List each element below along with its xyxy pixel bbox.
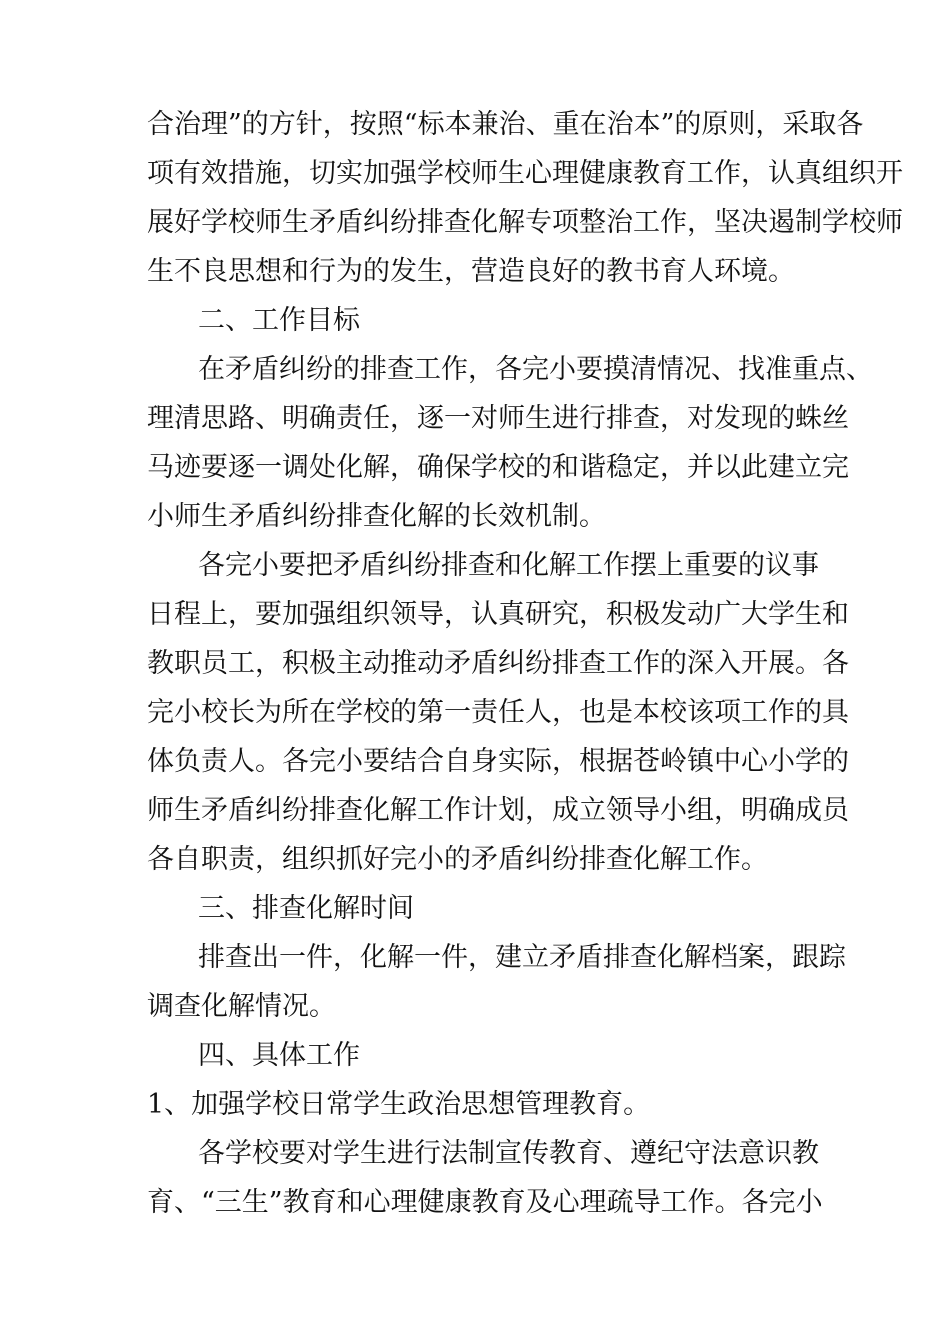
paragraph-line: 各自职责，组织抓好完小的矛盾纠纷排查化解工作。 [147, 844, 768, 875]
paragraph-line: 调查化解情况。 [147, 991, 336, 1022]
paragraph-line: 生不良思想和行为的发生，营造良好的教书育人环境。 [147, 256, 795, 287]
paragraph-line: 在矛盾纠纷的排查工作，各完小要摸清情况、找准重点、 [198, 354, 873, 385]
section-heading: 三、排查化解时间 [198, 893, 414, 924]
paragraph-line: 日程上，要加强组织领导，认真研究，积极发动广大学生和 [147, 599, 849, 630]
paragraph-line: 展好学校师生矛盾纠纷排查化解专项整治工作，坚决遏制学校师 [147, 207, 903, 238]
paragraph-line: 理清思路、明确责任，逐一对师生进行排查，对发现的蛛丝 [147, 403, 849, 434]
paragraph-line: 体负责人。各完小要结合自身实际，根据苍岭镇中心小学的 [147, 746, 849, 777]
paragraph-line: 合治理”的方针，按照“标本兼治、重在治本”的原则，采取各 [147, 109, 864, 140]
paragraph-line: 项有效措施，切实加强学校师生心理健康教育工作，认真组织开 [147, 158, 903, 189]
paragraph-line: 育、“三生”教育和心理健康教育及心理疏导工作。各完小 [147, 1187, 823, 1218]
paragraph-line: 排查出一件，化解一件，建立矛盾排查化解档案，跟踪 [198, 942, 846, 973]
paragraph-line: 各完小要把矛盾纠纷排查和化解工作摆上重要的议事 [198, 550, 819, 581]
section-heading: 二、工作目标 [198, 305, 360, 336]
numbered-item: 1、加强学校日常学生政治思想管理教育。 [147, 1089, 651, 1120]
paragraph-line: 师生矛盾纠纷排查化解工作计划，成立领导小组，明确成员 [147, 795, 849, 826]
paragraph-line: 小师生矛盾纠纷排查化解的长效机制。 [147, 501, 606, 532]
paragraph-line: 各学校要对学生进行法制宣传教育、遵纪守法意识教 [198, 1138, 819, 1169]
section-heading: 四、具体工作 [198, 1040, 360, 1071]
paragraph-line: 完小校长为所在学校的第一责任人，也是本校该项工作的具 [147, 697, 849, 728]
paragraph-line: 教职员工，积极主动推动矛盾纠纷排查工作的深入开展。各 [147, 648, 849, 679]
paragraph-line: 马迹要逐一调处化解，确保学校的和谐稳定，并以此建立完 [147, 452, 849, 483]
